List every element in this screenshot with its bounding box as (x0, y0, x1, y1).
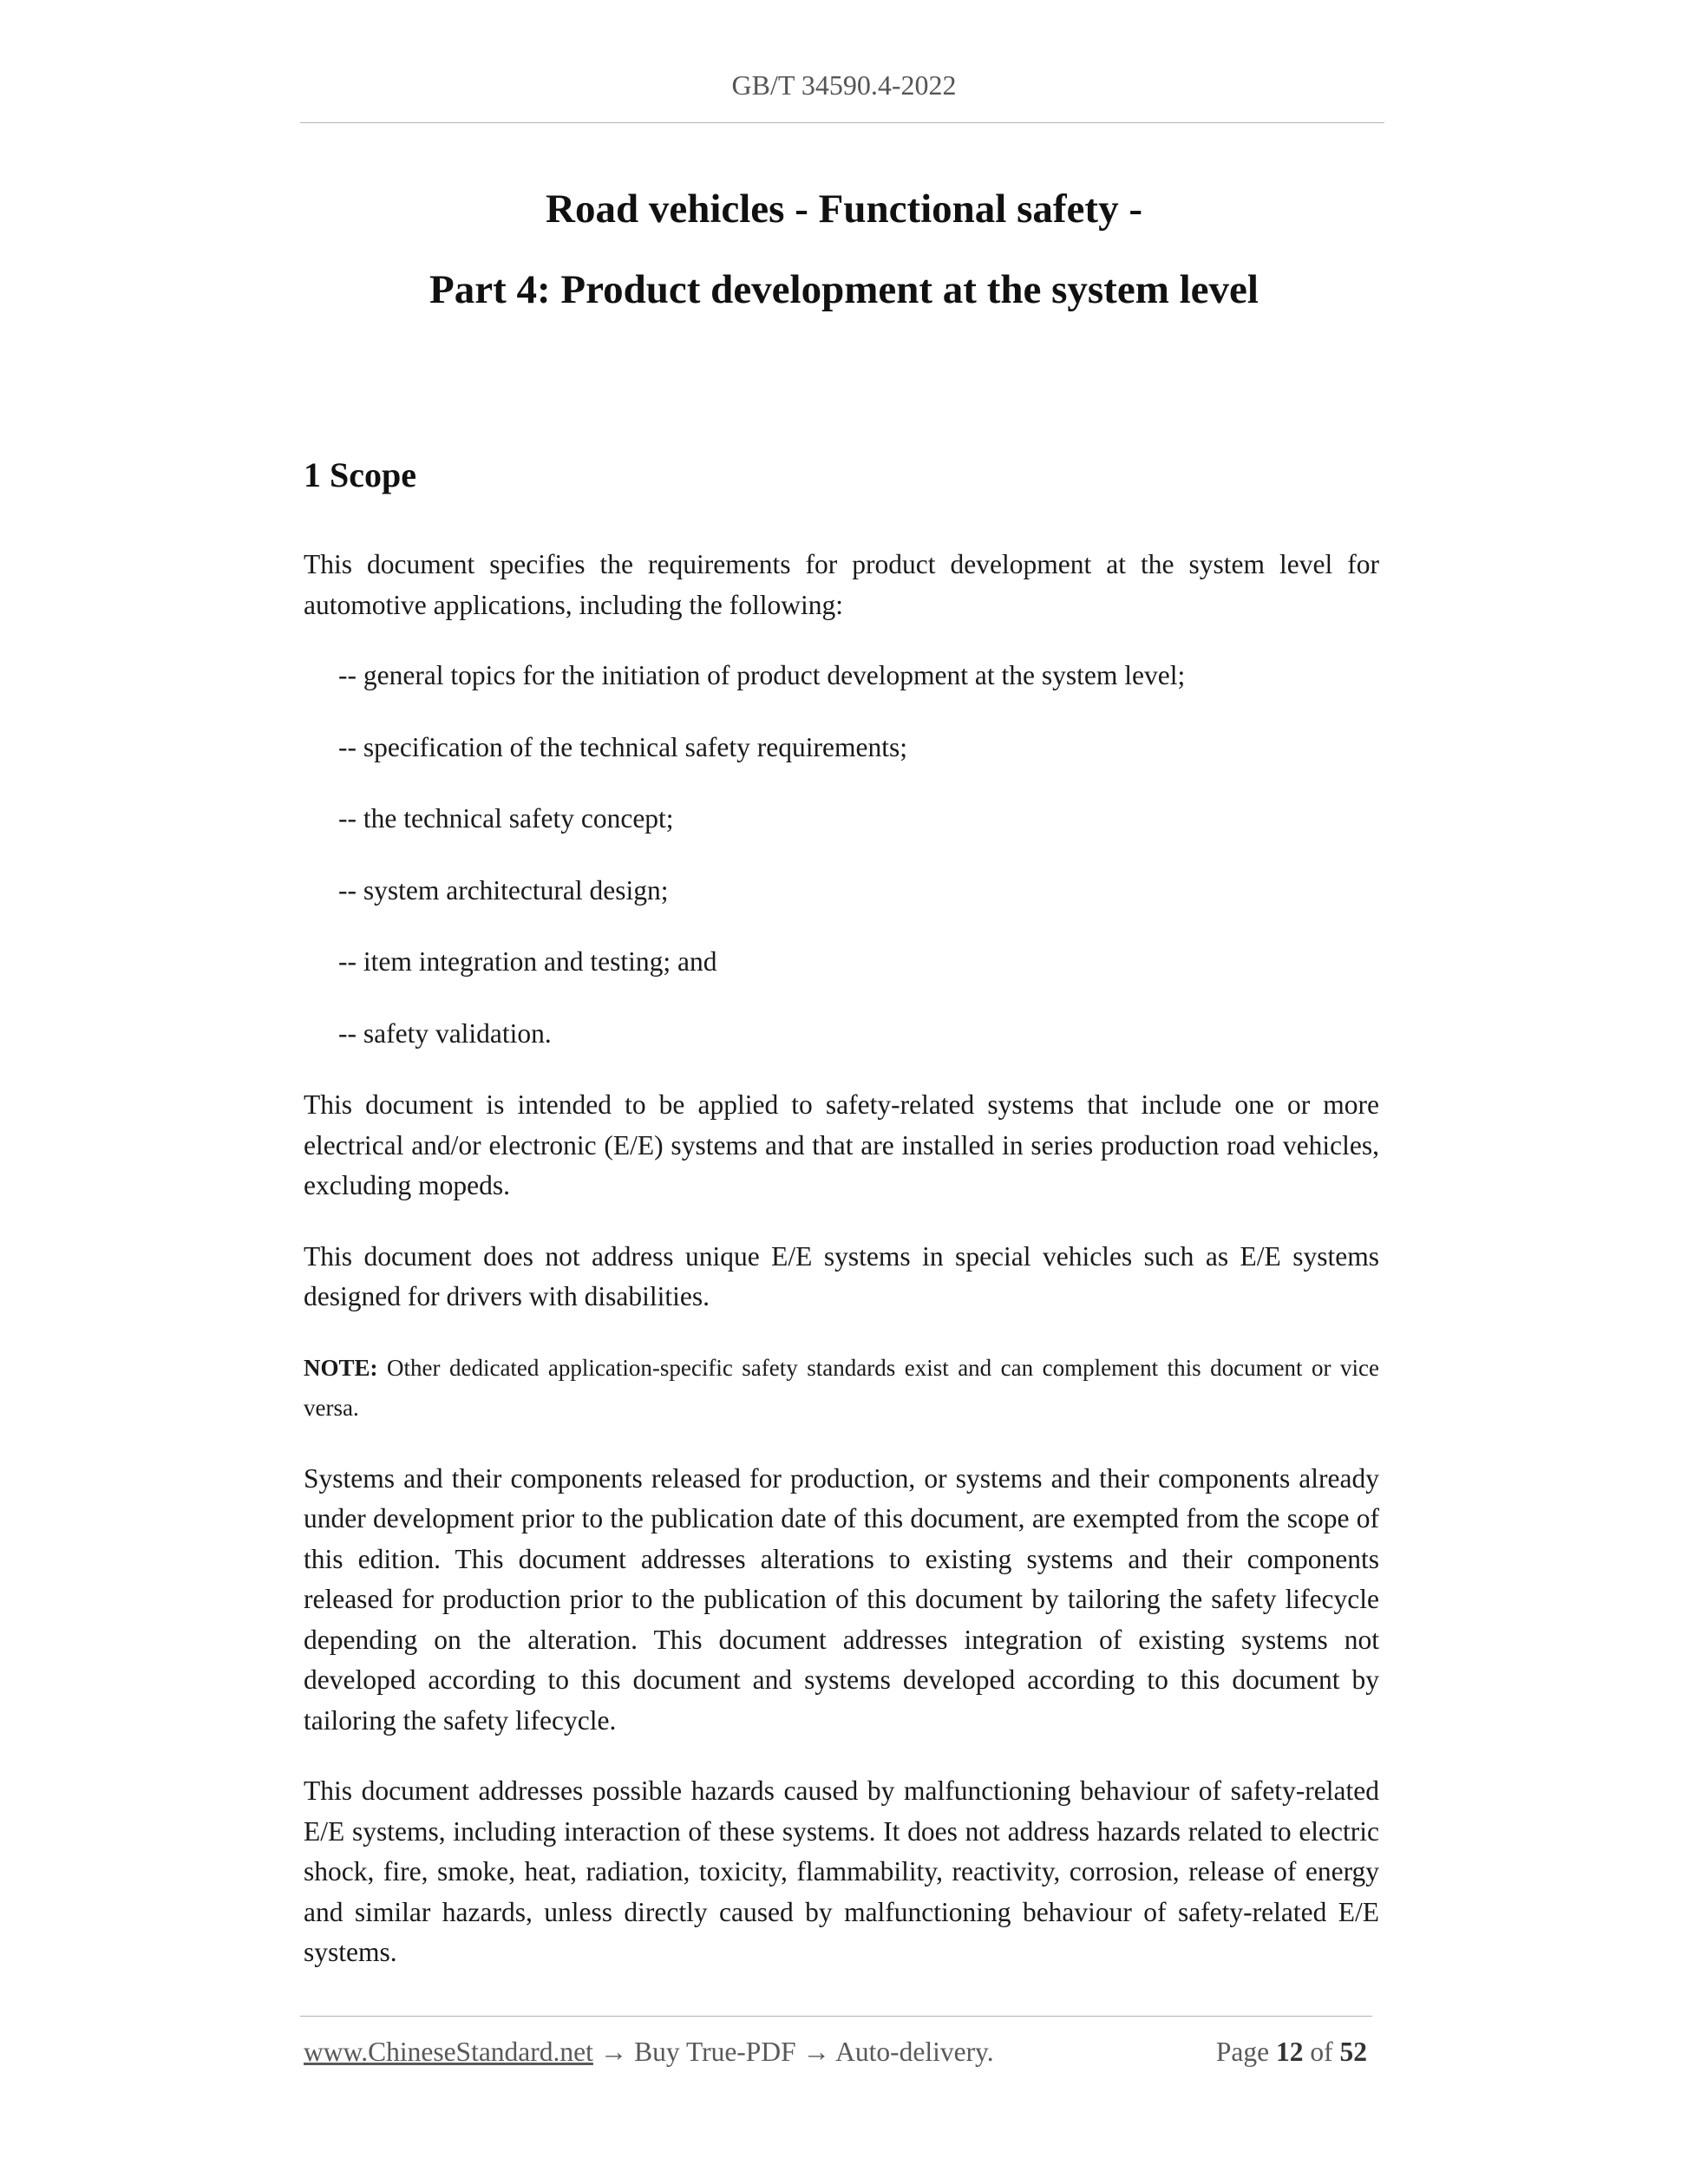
intro-paragraph: This document specifies the requirements for product development at the system level for automotive applications, including the following: (304, 549, 1379, 620)
website-link[interactable]: www.ChineseStandard.net (304, 2037, 593, 2067)
document-title-line-2: Part 4: Product development at the system level (429, 267, 1259, 312)
page-indicator (1216, 2037, 1367, 2068)
section-body (304, 545, 1379, 2004)
auto-delivery-text: Auto-delivery. (835, 2037, 994, 2067)
note (304, 1348, 1379, 1429)
scope-list (304, 656, 1379, 1054)
list-item: -- item integration and testing; and (338, 946, 717, 977)
list-item: -- the technical safety concept; (338, 803, 674, 834)
header-divider (300, 122, 1384, 123)
exemption-paragraph: Systems and their components released for production, or systems and their components already under development prior to the publication date of this document, are exempted from the scope of this edition. This document addresses alterations to existing systems and their components released for production prior to the publication of this document by tailoring the safety lifecycle depending on the alteration. This document addresses integration of existing systems not developed according to this document and systems developed according to this document by tailoring the safety lifecycle. (304, 1462, 1379, 1736)
footer-divider (300, 2016, 1372, 2017)
section-heading-scope: 1 Scope (304, 455, 416, 494)
arrow-right-icon: → (802, 2037, 830, 2067)
list-item: -- system architectural design; (338, 874, 669, 906)
running-header (0, 69, 1688, 101)
list-item: -- general topics for the initiation of product development at the system level; (338, 660, 1186, 690)
applicability-paragraph: This document is intended to be applied to safety-related systems that include one or more electrical and/or electronic (E/E) systems and that are installed in series production road vehicles, excluding mopeds. (304, 1089, 1379, 1200)
document-title-line-1: Road vehicles - Functional safety - (546, 186, 1142, 232)
exclusion-paragraph: This document does not address unique E/E systems in special vehicles such as E/E systems designed for drivers with disabilities. (304, 1240, 1379, 1311)
hazards-paragraph: This document addresses possible hazards caused by malfunctioning behaviour of safety-related E/E systems, including interaction of these systems. It does not address hazards related to electric shock, fire, smoke, heat, radiation, toxicity, flammability, reactivity, corrosion, release of energy and similar hazards, unless directly caused by malfunctioning behaviour of safety-related E/E systems. (304, 1775, 1379, 1967)
of-label: of (1310, 2037, 1333, 2067)
arrow-right-icon: → (599, 2037, 628, 2067)
total-pages-number: 52 (1339, 2037, 1367, 2067)
buy-pdf-text: Buy True-PDF (634, 2037, 796, 2067)
document-id: GB/T 34590.4-2022 (731, 69, 957, 101)
note-label: NOTE: (304, 1354, 378, 1381)
note-text: Other dedicated application-specific safety standards exist and can complement this document or vice versa. (304, 1354, 1379, 1421)
page-label: Page (1215, 2037, 1270, 2067)
current-page-number: 12 (1276, 2037, 1304, 2067)
list-item: -- safety validation. (338, 1017, 552, 1049)
list-item: -- specification of the technical safety requirements; (338, 731, 907, 762)
footer-promo (304, 2037, 994, 2068)
